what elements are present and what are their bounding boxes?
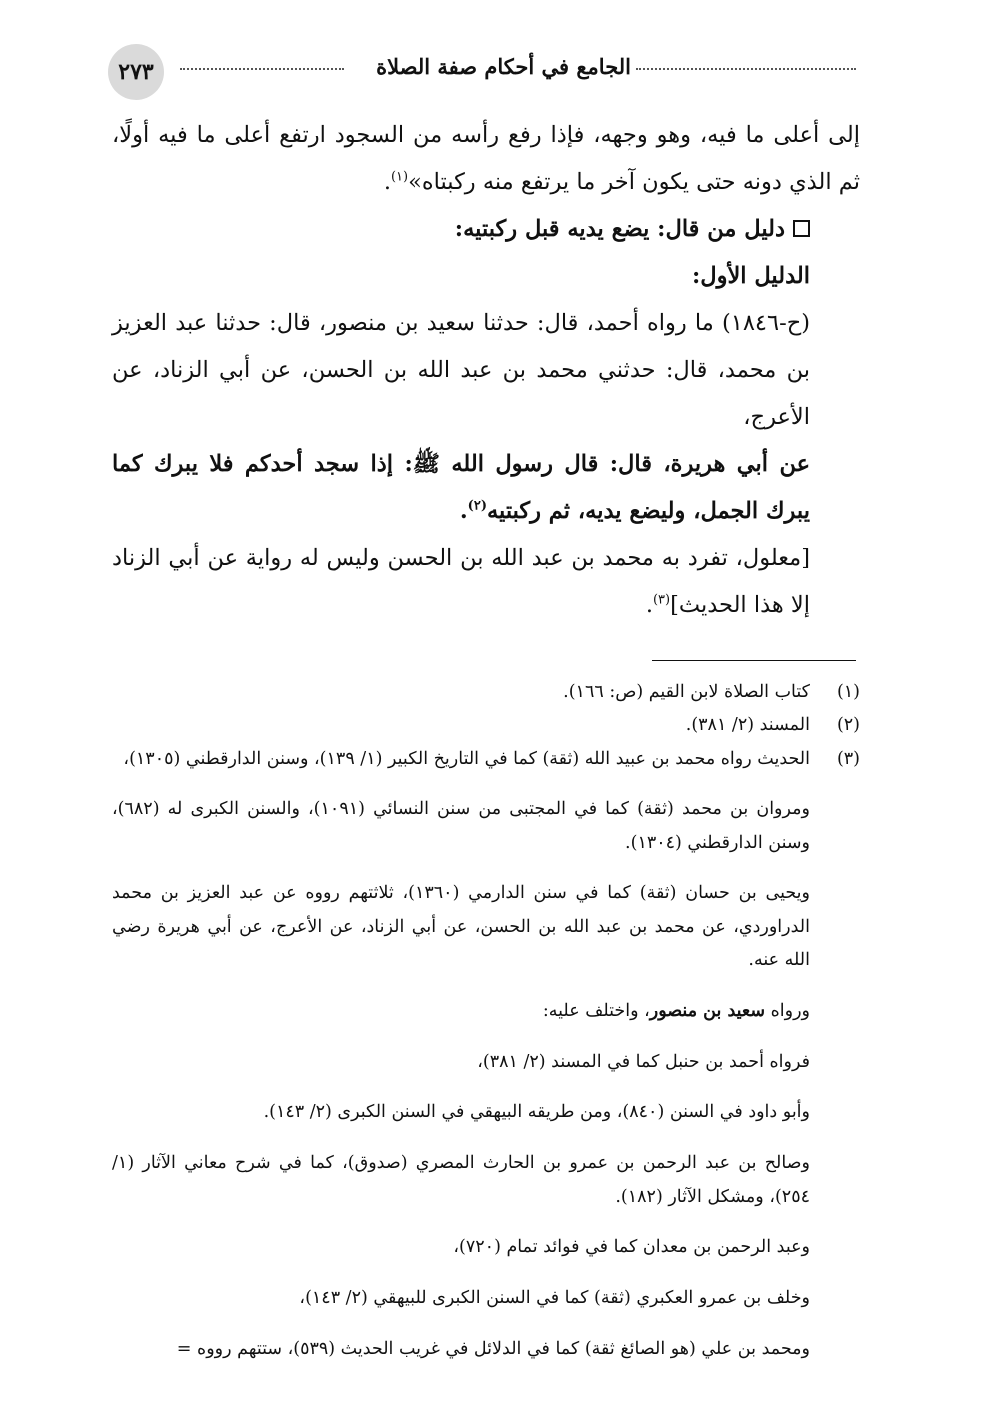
subheading-first-evidence: الدليل الأول: [691,263,810,289]
footnote-number: (٢) [836,715,860,736]
footnote-line: فرواه أحمد بن حنبل كما في المسند (٢/ ٣٨١)، [477,1051,810,1072]
footnote-1 [112,676,860,709]
footnote-line: ومروان بن محمد (ثقة) كما في المجتبى من سنن النسائي (١٠٩١)، والسنن الكبرى له (٦٨٢)، وسنن الدارقطني (١٣٠٤). [112,799,810,853]
footnote-text: الحديث رواه محمد بن عبيد الله (ثقة) كما في التاريخ الكبير (١/ ١٣٩)، وسنن الدارقطني (١٣٠٥)، [123,748,810,769]
footnote-line: وعبد الرحمن بن معدان كما في فوائد تمام (٧٢٠)، [453,1237,810,1258]
footnote-line: ويحيى بن حسان (ثقة) كما في سنن الدارمي (١٣٦٠)، ثلاثتهم رووه عن عبد العزيز بن محمد الدراوردي، عن محمد بن عبد الله بن الحسن، عن أبي الزناد، عن الأعرج، عن أبي هريرة رضي الله عنه. [112,883,810,971]
footnote-3-continuation [112,793,860,1366]
header-dots-right [636,68,856,70]
footnote-number: (٣) [836,748,860,769]
page-header [108,44,856,104]
paragraph-hadith: عن أبي هريرة، قال: قال رسول الله ﷺ: إذا سجد أحدكم فلا يبرك كما يبرك الجمل، وليضع يديه، ثم ركبتيه$^{(٢)}$. [112,451,810,524]
footnote-3 [112,743,860,776]
square-bullet-icon [793,220,810,237]
main-text [112,112,860,629]
paragraph-quote-end: إلى أعلى ما فيه، وهو وجهه، فإذا رفع رأسه من السجود ارتفع أعلى ما فيه أولًا، ثم الذي دونه حتى يكون آخر ما يرتفع منه ركبتاه»$^{(١)}$. [112,122,860,195]
footnote-line: ومحمد بن علي (هو الصائغ ثقة) كما في الدلائل في غريب الحديث (٥٣٩)، ستتهم رووه = [176,1338,810,1359]
footnote-line: وصالح بن عبد الرحمن بن عمرو بن الحارث المصري (صدوق)، كما في شرح معاني الآثار (١/ ٢٥٤)، ومشكل الآثار (١٨٢). [112,1153,810,1207]
narrator-name: سعيد بن منصور [649,1000,766,1021]
running-title: الجامع في أحكام صفة الصلاة [376,54,631,79]
page-number: ٢٧٣ [108,44,164,100]
footnote-2 [112,709,860,742]
footnote-line: وخلف بن عمرو العكبري (ثقة) كما في السنن الكبرى للبيهقي (٢/ ١٤٣)، [299,1288,810,1309]
footnote-ref-2: (٢) [467,498,487,514]
footnote-text: المسند (٢/ ٣٨١). [685,715,810,736]
section-heading: دليل من قال: يضع يديه قبل ركبتيه: [112,206,860,253]
footnote-ref-3: (٣) [652,592,671,608]
footnote-line: وأبو داود في السنن (٨٤٠)، ومن طريقه البيهقي في السنن الكبرى (٢/ ١٤٣). [263,1102,810,1123]
footnote-line: ورواه سعيد بن منصور، واختلف عليه: [542,1000,810,1021]
footnotes [112,676,860,1384]
paragraph-isnad: (ح-١٨٤٦) ما رواه أحمد، قال: حدثنا سعيد بن منصور، قال: حدثنا عبد العزيز بن محمد، قال: حدثني محمد بن عبد الله بن الحسن، عن أبي الزناد، عن الأعرج، [112,310,810,430]
header-dots-left [180,68,344,70]
footnote-number: (١) [836,682,860,702]
footnote-separator [652,660,856,661]
footnote-text: كتاب الصلاة لابن القيم (ص: ١٦٦). [563,682,810,702]
paragraph-ruling: [معلول، تفرد به محمد بن عبد الله بن الحسن وليس له رواية عن أبي الزناد إلا هذا الحديث]$^{(٣)}$. [112,545,810,618]
footnote-ref-1: (١) [390,169,409,185]
